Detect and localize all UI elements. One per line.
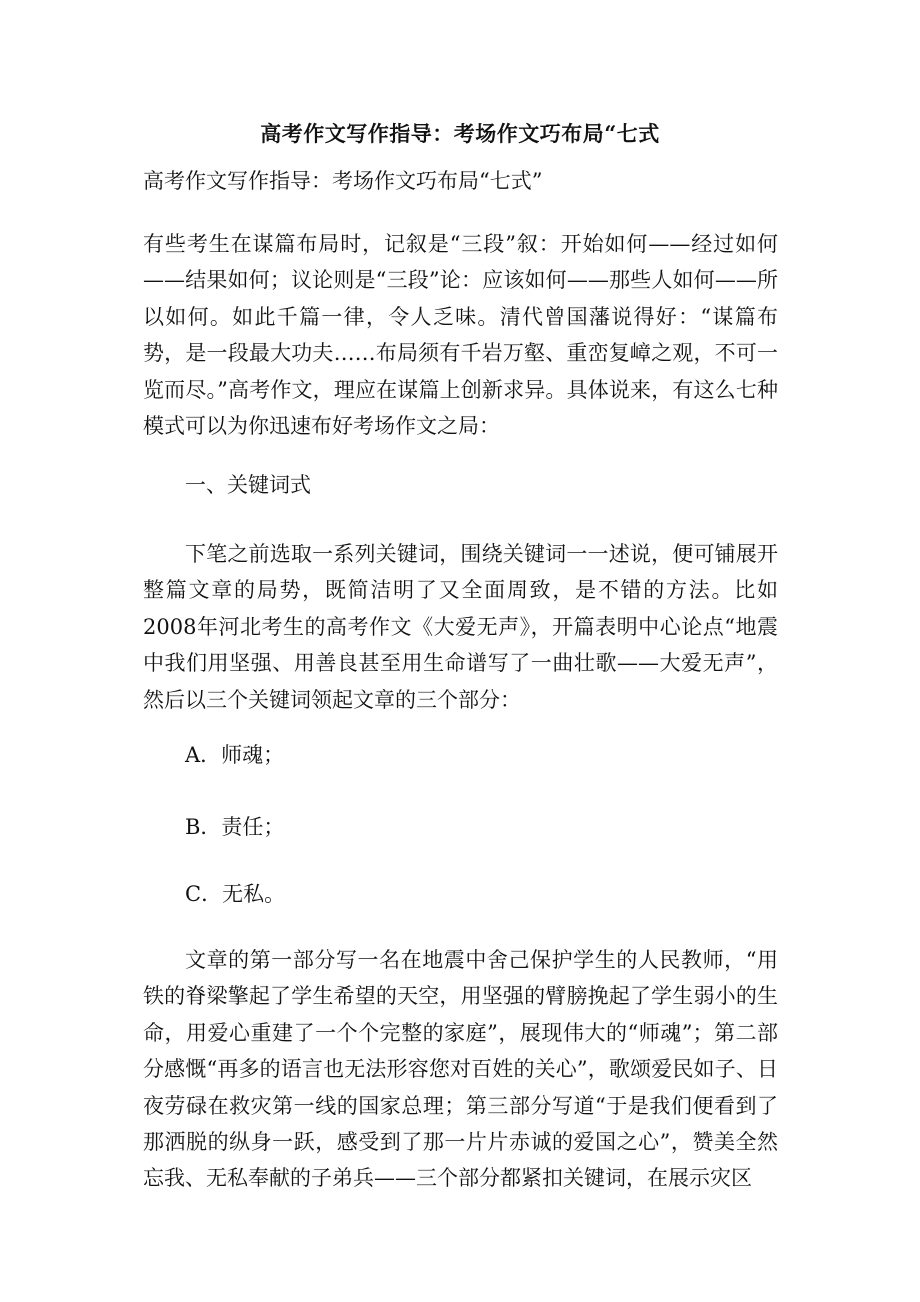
intro-paragraph: 有些考生在谋篇布局时，记叙是“三段”叙：开始如何——经过如何——结果如何；议论则是“三段”论：应该如何——那些人如何——所以如何。如此千篇一律，令人乏味。清代曾国藩说得好：“谋篇布势，是一段最大功夫……布局须有千岩万壑、重峦复嶂之观，不可一览而尽。”高考作文，理应在谋篇上创新求异。具体说来，有这么七种模式可以为你迅速布好考场作文之局： — [143, 232, 778, 439]
body-paragraph: 下笔之前选取一系列关键词，围绕关键词一一述说，便可铺展开整篇文章的局势，既简洁明了又全面周致，是不错的方法。比如2008年河北考生的高考作文《大爱无声》，开篇表明中心论点“地震中我们用坚强、用善良甚至用生命谱写了一曲壮歌——大爱无声”，然后以三个关键词领起文章的三个部分： — [143, 542, 778, 712]
list-item: A．师魂； — [185, 743, 285, 767]
body-paragraph: 文章的第一部分写一名在地震中舍己保护学生的人民教师，“用铁的脊梁擎起了学生希望的天空，用坚强的臂膀挽起了学生弱小的生命，用爱心重建了一个个完整的家庭”，展现伟大的“师魂”；第二部分感慨“再多的语言也无法形容您对百姓的关心”，歌颂爱民如子、日夜劳碌在救灾第一线的国家总理；第三部分写道“于是我们便看到了那洒脱的纵身一跃，感受到了那一片片赤诚的爱国之心”，赞美全然忘我、无私奉献的子弟兵——三个部分都紧扣关键词，在展示灾区 — [143, 948, 778, 1191]
document-title: 高考作文写作指导：考场作文巧布局“七式 — [260, 121, 660, 146]
section-heading: 一、关键词式 — [185, 473, 311, 497]
list-item: C．无私。 — [185, 882, 286, 906]
list-item: B．责任； — [185, 815, 285, 839]
document-subtitle: 高考作文写作指导：考场作文巧布局“七式” — [143, 169, 543, 193]
